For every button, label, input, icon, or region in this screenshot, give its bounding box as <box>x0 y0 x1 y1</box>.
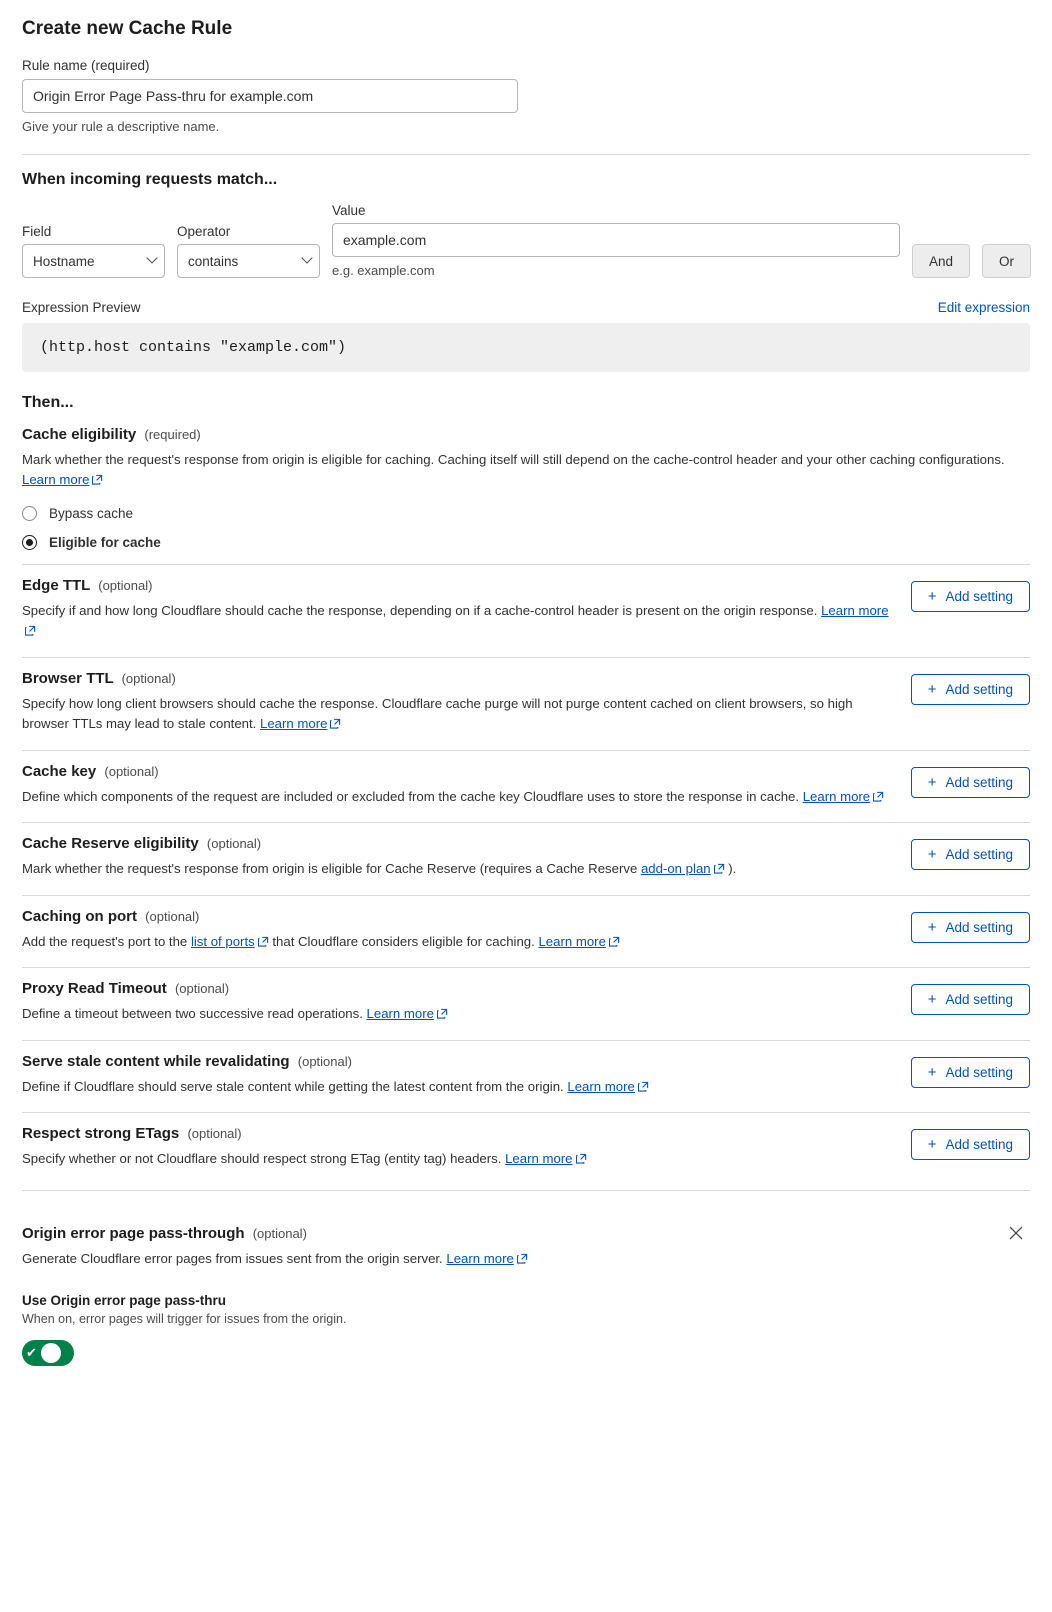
value-hint: e.g. example.com <box>332 263 435 278</box>
setting-title-text: Browser TTL <box>22 669 114 687</box>
field-label: Field <box>22 224 52 239</box>
origin-error-page-toggle-group <box>22 1293 1030 1366</box>
setting-desc-text: Add the request's port to the <box>22 933 191 949</box>
setting-description <box>22 1077 891 1098</box>
learn-more-link[interactable]: Learn more <box>802 788 871 804</box>
setting-title-text: Serve stale content while revalidating <box>22 1052 290 1070</box>
external-link-icon <box>517 1250 528 1270</box>
setting-description <box>22 601 891 643</box>
close-icon[interactable] <box>1006 1223 1028 1245</box>
or-button[interactable]: Or <box>982 244 1031 278</box>
setting-desc-tail: that Cloudflare considers eligible for caching. <box>268 933 539 949</box>
origin-error-page-toggle[interactable] <box>22 1340 74 1366</box>
toggle-description: When on, error pages will trigger for issues from the origin. <box>22 1311 347 1326</box>
toggle-knob <box>41 1343 61 1363</box>
external-link-icon <box>873 788 884 808</box>
and-button[interactable]: And <box>912 244 970 278</box>
edit-expression-link[interactable]: Edit expression <box>937 300 1030 315</box>
setting-optional: (optional) <box>206 836 262 852</box>
setting-browser-ttl <box>22 670 1030 736</box>
external-link-icon <box>437 1005 448 1025</box>
cache-eligibility-title <box>22 426 1030 443</box>
setting-edge-ttl <box>22 577 1030 643</box>
add-setting-button-respect-strong-etags[interactable] <box>911 1129 1030 1160</box>
cache-eligibility-description <box>22 450 1012 492</box>
value-label: Value <box>332 203 366 218</box>
learn-more-link[interactable]: Learn more <box>366 1006 434 1022</box>
add-setting-button-browser-ttl[interactable] <box>911 674 1030 705</box>
setting-desc-text: Define if Cloudflare should serve stale content while getting the latest content from the origin. <box>22 1078 568 1094</box>
add-on-plan-link[interactable]: add-on plan <box>640 861 711 877</box>
add-setting-button-caching-on-port[interactable] <box>911 912 1030 943</box>
setting-description <box>22 1004 891 1025</box>
external-link-icon <box>25 622 36 642</box>
radio-bypass-cache[interactable] <box>22 506 1030 521</box>
divider <box>22 657 1030 658</box>
setting-desc-text: Specify if and how long Cloudflare should cache the response, depending on if a cache-control header is present on the origin response. <box>22 602 822 618</box>
setting-title <box>22 577 891 594</box>
setting-title <box>22 908 891 925</box>
setting-desc-text: Mark whether the request's response from origin is eligible for Cache Reserve (requires a Cache Reserve <box>22 861 641 877</box>
divider <box>22 1112 1030 1113</box>
setting-title <box>22 980 891 997</box>
field-select[interactable] <box>22 244 165 278</box>
rule-name-input[interactable] <box>22 79 518 113</box>
page-title: Create new Cache Rule <box>22 18 233 39</box>
setting-desc-text: Define a timeout between two successive read operations. <box>22 1006 367 1022</box>
setting-title-text: Cache Reserve eligibility <box>22 835 199 853</box>
divider <box>22 1040 1030 1041</box>
add-setting-label: Add setting <box>945 681 1013 697</box>
check-icon: ✔ <box>26 1345 37 1361</box>
rule-name-label: Rule name (required) <box>22 58 150 73</box>
plus-icon: + <box>927 773 937 791</box>
then-heading: Then... <box>22 394 74 411</box>
toggle-title: Use Origin error page pass-thru <box>22 1292 227 1308</box>
learn-more-link[interactable]: Learn more <box>538 933 606 949</box>
setting-title-text: Caching on port <box>22 907 137 925</box>
expression-preview-box: (http.host contains "example.com") <box>22 323 1030 372</box>
setting-title <box>22 1053 891 1070</box>
external-link-icon <box>330 715 341 735</box>
learn-more-link[interactable]: Learn more <box>821 602 889 618</box>
setting-optional: (optional) <box>145 908 200 924</box>
origin-error-page-description <box>22 1249 1012 1270</box>
divider <box>22 895 1030 896</box>
setting-proxy-read-timeout <box>22 980 1030 1025</box>
setting-title <box>22 1125 891 1142</box>
cache-eligibility-title-text: Cache eligibility <box>22 426 137 443</box>
setting-optional: (optional) <box>98 577 153 593</box>
cache-eligibility-required: (required) <box>144 427 201 442</box>
radio-icon-unchecked[interactable] <box>22 506 37 521</box>
add-setting-label: Add setting <box>945 1064 1013 1080</box>
expression-preview-label: Expression Preview <box>22 300 141 315</box>
rule-name-group <box>22 58 1030 134</box>
origin-error-page-title-text: Origin error page pass-through <box>22 1225 245 1243</box>
setting-serve-stale-content <box>22 1053 1030 1098</box>
value-group <box>332 203 900 278</box>
setting-description <box>22 932 891 953</box>
divider <box>22 750 1030 751</box>
setting-description <box>22 859 891 880</box>
match-row <box>22 203 1030 278</box>
setting-respect-strong-etags <box>22 1125 1030 1170</box>
origin-error-page-block <box>22 1207 1030 1365</box>
learn-more-link[interactable]: Learn more <box>567 1078 635 1094</box>
setting-optional: (optional) <box>187 1125 242 1141</box>
list-of-ports-link[interactable]: list of ports <box>190 933 255 949</box>
divider <box>22 564 1030 565</box>
external-link-icon <box>609 933 620 953</box>
add-setting-button-proxy-read-timeout[interactable] <box>911 984 1030 1015</box>
add-setting-label: Add setting <box>945 992 1013 1008</box>
add-setting-button-serve-stale-content[interactable] <box>911 1057 1030 1088</box>
operator-select[interactable] <box>177 244 320 278</box>
plus-icon: + <box>927 991 937 1009</box>
learn-more-link[interactable]: Learn more <box>259 716 328 732</box>
divider <box>22 154 1030 155</box>
setting-optional: (optional) <box>174 981 230 997</box>
external-link-icon <box>714 860 725 880</box>
external-link-icon <box>576 1150 587 1170</box>
add-setting-button-cache-reserve[interactable] <box>911 839 1030 870</box>
setting-title-text: Cache key <box>22 762 97 780</box>
add-setting-label: Add setting <box>945 919 1013 935</box>
add-setting-label: Add setting <box>945 1136 1013 1152</box>
add-setting-button-cache-key[interactable] <box>911 767 1030 798</box>
add-setting-label: Add setting <box>945 847 1013 863</box>
setting-desc-text: Specify whether or not Cloudflare should respect strong ETag (entity tag) headers. <box>22 1150 506 1166</box>
setting-desc-text: Define which components of the request are included or excluded from the cache key Cloudflare uses to store the response in cache. <box>22 788 803 804</box>
setting-title-text: Respect strong ETags <box>22 1124 180 1142</box>
cache-eligibility-desc-text: Mark whether the request's response from origin is eligible for caching. Caching itself will still depend on the cache-control header and your other caching configurations. <box>22 452 1005 467</box>
cache-eligibility-block <box>22 412 1030 550</box>
setting-title <box>22 763 891 780</box>
setting-optional: (optional) <box>121 670 176 686</box>
plus-icon: + <box>927 1063 937 1081</box>
setting-caching-on-port <box>22 908 1030 953</box>
origin-error-page-optional: (optional) <box>252 1226 307 1242</box>
learn-more-link[interactable]: Learn more <box>22 472 90 488</box>
radio-eligible-for-cache[interactable] <box>22 535 1030 550</box>
rule-name-help: Give your rule a descriptive name. <box>22 119 220 134</box>
operator-group <box>177 224 320 278</box>
add-setting-label: Add setting <box>945 588 1013 604</box>
expression-header <box>22 300 1030 315</box>
plus-icon: + <box>927 680 937 698</box>
setting-cache-key <box>22 763 1030 808</box>
radio-bypass-cache-label: Bypass cache <box>49 505 134 521</box>
plus-icon: + <box>927 846 937 864</box>
external-link-icon <box>258 933 269 953</box>
add-setting-label: Add setting <box>945 774 1013 790</box>
setting-optional: (optional) <box>104 763 159 779</box>
add-setting-button-edge-ttl[interactable] <box>911 581 1030 612</box>
setting-title <box>22 670 891 687</box>
external-link-icon <box>638 1078 649 1098</box>
radio-icon-checked[interactable] <box>22 535 37 550</box>
plus-icon: + <box>927 918 937 936</box>
learn-more-link[interactable]: Learn more <box>505 1150 573 1166</box>
setting-desc-text: Specify how long client browsers should cache the response. Cloudflare cache purge will not purge content cached on client browsers, so high browser TTLs may lead to stale content. <box>22 695 853 732</box>
origin-error-page-desc-text: Generate Cloudflare error pages from issues sent from the origin server. <box>22 1251 447 1267</box>
setting-cache-reserve-eligibility <box>22 835 1030 880</box>
divider <box>22 967 1030 968</box>
field-group <box>22 224 165 278</box>
setting-desc-tail: ). <box>724 861 737 877</box>
setting-title-text: Edge TTL <box>22 576 91 594</box>
value-input[interactable] <box>332 223 900 257</box>
plus-icon: + <box>927 1135 937 1153</box>
origin-error-page-title <box>22 1225 1030 1242</box>
operator-label: Operator <box>177 224 231 239</box>
external-link-icon <box>92 471 103 491</box>
radio-eligible-for-cache-label: Eligible for cache <box>49 534 161 550</box>
setting-description <box>22 787 891 808</box>
plus-icon: + <box>927 587 937 605</box>
divider <box>22 822 1030 823</box>
divider <box>22 1190 1030 1191</box>
setting-description <box>22 1149 891 1170</box>
learn-more-link[interactable]: Learn more <box>446 1251 514 1267</box>
setting-description <box>22 694 891 736</box>
setting-title <box>22 835 891 852</box>
match-section-heading: When incoming requests match... <box>22 171 278 188</box>
setting-title-text: Proxy Read Timeout <box>22 980 167 998</box>
setting-optional: (optional) <box>297 1053 352 1069</box>
